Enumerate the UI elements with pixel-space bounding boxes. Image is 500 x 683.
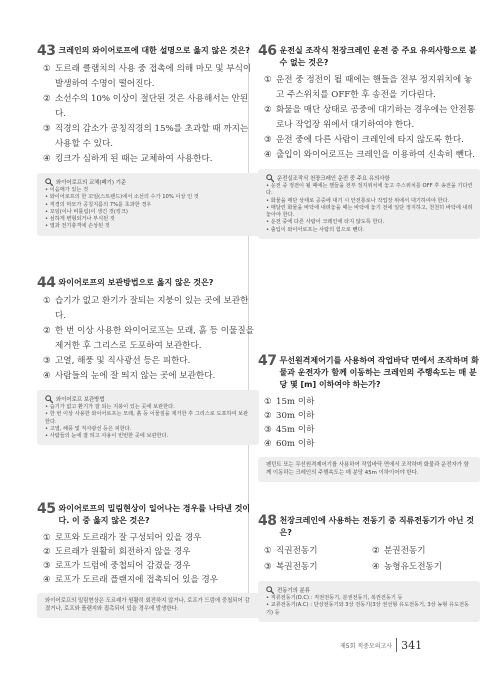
option-number: ④ bbox=[264, 150, 272, 160]
option-number: ④ bbox=[372, 562, 380, 572]
option-text: 화물을 매단 상태로 공중에 대기하는 경우에는 안전통로나 작업장 위에서 대기하여야 한다. bbox=[276, 105, 476, 130]
right-column bbox=[258, 44, 480, 632]
option-number: ① bbox=[264, 397, 272, 407]
option-text: 로프와 도르래가 잘 구성되어 있을 경우 bbox=[55, 533, 202, 543]
explanation-title-text: 전동기의 분류 bbox=[277, 588, 310, 594]
option-text: 도르래 클램치의 사용 중 접촉에 의해 마모 및 부식이 발생하여 수명이 떨어진다. bbox=[55, 64, 252, 89]
option-3[interactable] bbox=[264, 133, 480, 148]
explanation-box bbox=[258, 581, 480, 622]
explanation-line: • 직류전동기(D.C) : 직권전동기, 분권전동기, 복권전동기 등 bbox=[266, 595, 403, 601]
magnifier-icon bbox=[266, 174, 274, 182]
question-47 bbox=[258, 354, 480, 504]
option-text: 로프가 드럼에 중첩되어 감겼을 경우 bbox=[55, 561, 191, 571]
option-2[interactable] bbox=[264, 103, 480, 133]
option-4[interactable] bbox=[43, 152, 259, 167]
option-text: 도르래가 원활히 회전하지 않을 경우 bbox=[55, 547, 191, 557]
option-number: ③ bbox=[43, 561, 51, 571]
option-text: 사람들의 눈에 잘 띄지 않는 곳에 보관한다. bbox=[55, 371, 216, 381]
question-number: 46 bbox=[258, 43, 277, 59]
question-48 bbox=[258, 514, 480, 622]
option-1[interactable] bbox=[43, 294, 259, 324]
explanation-box bbox=[258, 457, 480, 482]
option-number: ① bbox=[43, 296, 51, 306]
option-text: 운전 중 정전이 될 때에는 핸들을 전부 정지위치에 놓고 주스위치를 OFF한 후 송전을 기다린다. bbox=[276, 75, 473, 100]
option-2[interactable] bbox=[43, 545, 259, 559]
explanation-line: • 고열, 해풍 및 직사광선 등은 피한다. bbox=[45, 425, 132, 432]
option-list bbox=[37, 294, 259, 384]
magnifier-icon bbox=[45, 178, 53, 186]
option-4[interactable] bbox=[264, 148, 480, 163]
explanation-line: • 습기가 없고 환기가 잘 되는 지붕이 있는 곳에 보관한다. bbox=[45, 404, 175, 410]
option-2[interactable] bbox=[264, 409, 480, 423]
explanation-title bbox=[266, 586, 474, 594]
option-number: ③ bbox=[43, 124, 51, 134]
explanation-text: 펜던트 또는 무선원격제어기를 사용하여 작업바닥 면에서 조작하며 화물과 운전자가 함께 이동하는 크레인의 주행속도는 매 분당 45m 이하이어야 한다. bbox=[266, 462, 469, 476]
option-4[interactable] bbox=[43, 369, 259, 384]
option-text: 45m 이하 bbox=[276, 425, 315, 435]
option-3[interactable] bbox=[264, 559, 372, 575]
option-number: ④ bbox=[43, 371, 51, 381]
explanation-line: • 이음매가 있는 것 bbox=[45, 187, 89, 193]
question-header bbox=[258, 514, 480, 539]
option-3[interactable] bbox=[43, 354, 259, 369]
option-3[interactable] bbox=[264, 423, 480, 437]
option-text: 분권전동기 bbox=[384, 546, 426, 556]
option-text: 한 번 이상 사용한 와이어로프는 모래, 흙 등 이물질을 제거한 후 그리스로 도포하여 보관한다. bbox=[55, 326, 254, 351]
explanation-line: • 한 번 이상 사용한 와이어로프는 모래, 흙 등 이물질을 제거한 후 그리스로 도포하여 보관한다. bbox=[45, 411, 249, 425]
question-46 bbox=[258, 44, 480, 344]
question-text: 와이어로프의 보관방법으로 옳지 않은 것은? bbox=[58, 278, 214, 287]
question-text: 천장크레인에 사용하는 전동기 중 직류전동기가 아닌 것은? bbox=[279, 516, 474, 537]
option-list bbox=[258, 73, 480, 163]
option-number: ④ bbox=[43, 575, 51, 585]
option-4[interactable] bbox=[372, 559, 480, 575]
option-number: ② bbox=[43, 326, 51, 336]
option-text: 직경의 감소가 공칭직경의 15%를 초과할 때 까지는 사용할 수 있다. bbox=[55, 124, 249, 149]
explanation-title-text: 운전실조작식 천장크레인 운전 중 주요 유의사항 bbox=[277, 176, 390, 182]
explanation-line: • 화물을 매단 상태로 공중에 대기 시 안전통로나 작업장 위에서 대기하여야 한다. bbox=[266, 197, 450, 204]
explanation-line: • 출입이 와이어로프는 사람의 힘으로 뺀다. bbox=[266, 226, 365, 233]
option-text: 소선수의 10% 이상이 절단된 것은 사용해서는 안된다. bbox=[55, 94, 249, 119]
option-text: 로프가 도르래 플랜지에 접촉되어 있을 경우 bbox=[55, 575, 219, 585]
explanation-line: • 운전 중에 다른 사람이 크레인에 타지 않도록 한다. bbox=[266, 219, 385, 226]
explanation-line: • 운전 중 정전이 될 때에는 핸들을 전부 정지위치에 놓고 주스위치를 OFF 후 송전을 기다린다. bbox=[266, 183, 473, 197]
question-number: 44 bbox=[37, 275, 56, 291]
explanation-box bbox=[258, 169, 480, 239]
option-text: 15m 이하 bbox=[276, 397, 315, 407]
question-number: 45 bbox=[37, 501, 56, 517]
option-number: ③ bbox=[43, 356, 51, 366]
page-number: 341 bbox=[401, 638, 423, 652]
option-4[interactable] bbox=[43, 573, 259, 587]
question-number: 47 bbox=[258, 353, 277, 369]
option-number: ③ bbox=[264, 425, 272, 435]
question-text: 크레인의 와이어로프에 대한 설명으로 옳지 않은 것은? bbox=[58, 46, 250, 55]
option-1[interactable] bbox=[43, 62, 259, 92]
option-number: ② bbox=[372, 546, 380, 556]
option-text: 킹크가 심하게 된 때는 교체하여 사용한다. bbox=[55, 154, 213, 164]
footer-label: 제5회 적중모의고사 bbox=[340, 642, 393, 650]
explanation-box bbox=[37, 390, 259, 445]
option-2[interactable] bbox=[372, 543, 480, 559]
option-list bbox=[37, 62, 259, 167]
option-1[interactable] bbox=[264, 73, 480, 103]
option-number: ② bbox=[264, 411, 272, 421]
option-number: ② bbox=[264, 105, 272, 115]
question-header bbox=[37, 44, 259, 58]
explanation-box bbox=[37, 593, 259, 618]
question-header bbox=[258, 44, 480, 69]
option-list bbox=[258, 395, 480, 451]
option-number: ① bbox=[264, 546, 272, 556]
question-text: 무선원격제어기를 사용하여 작업바닥 면에서 조작하며 화물과 운전자가 함께 이동하는 크레인의 주행속도는 매 분당 몇 [m] 이하여야 하는가? bbox=[279, 356, 479, 389]
question-text: 운전실 조작식 천장크레인 운전 중 주요 유의사항으로 볼 수 없는 것은? bbox=[279, 46, 477, 67]
option-1[interactable] bbox=[264, 395, 480, 409]
explanation-line: • 열과 전기충격에 손상된 것 bbox=[45, 223, 110, 230]
option-number: ④ bbox=[43, 154, 51, 164]
option-text: 직권전동기 bbox=[276, 546, 318, 556]
left-column bbox=[37, 44, 259, 628]
explanation-line: • 직경의 마모가 공칭지름의 7%를 초과한 경우 bbox=[45, 201, 152, 208]
explanation-line: • 매달린 화물을 바닥에 내려놓을 때는 바닥에 놓기 전에 일단 정지하고, 천천히 바닥에 내려 놓아야 한다. bbox=[266, 204, 473, 219]
option-text: 고열, 해풍 및 직사광선 등은 피한다. bbox=[55, 356, 191, 366]
magnifier-icon bbox=[266, 586, 274, 594]
option-text: 60m 이하 bbox=[276, 439, 315, 449]
option-number: ③ bbox=[264, 562, 272, 572]
option-number: ② bbox=[43, 547, 51, 557]
option-4[interactable] bbox=[264, 437, 480, 451]
option-text: 습기가 없고 환기가 잘되는 지붕이 있는 곳에 보관한다. bbox=[55, 296, 249, 321]
footer-separator bbox=[396, 638, 397, 652]
page-footer bbox=[340, 638, 422, 652]
option-text: 30m 이하 bbox=[276, 411, 315, 421]
magnifier-icon bbox=[45, 395, 53, 403]
option-3[interactable] bbox=[43, 122, 259, 152]
explanation-line: • 와이어로프의 한 꼬임(스트랜드)에서 소선의 수가 10% 이상 인 것 bbox=[45, 194, 199, 201]
question-45 bbox=[37, 502, 259, 618]
question-44 bbox=[37, 276, 259, 492]
question-number: 48 bbox=[258, 513, 277, 529]
explanation-title-text: 와이어로프 보관방법 bbox=[56, 397, 105, 403]
explanation-title-text: 와이어로프의 교체(폐기) 기준 bbox=[56, 180, 127, 186]
option-3[interactable] bbox=[43, 559, 259, 573]
option-number: ① bbox=[43, 64, 51, 74]
option-text: 농형유도전동기 bbox=[384, 562, 443, 572]
option-number: ② bbox=[43, 94, 51, 104]
question-header bbox=[258, 354, 480, 391]
explanation-line: • 심하게 변형되거나 부식된 것 bbox=[45, 216, 115, 223]
option-number: ① bbox=[43, 533, 51, 543]
question-number: 43 bbox=[37, 43, 56, 59]
question-header bbox=[37, 276, 259, 290]
explanation-title bbox=[266, 174, 474, 182]
question-43 bbox=[37, 44, 259, 266]
explanation-title bbox=[45, 395, 253, 403]
option-number: ① bbox=[264, 75, 272, 85]
option-number: ③ bbox=[264, 135, 272, 145]
option-text: 운전 중에 다른 사람이 크레인에 타지 않도록 한다. bbox=[276, 135, 464, 145]
option-text: 출입이 와이어로프는 크레인을 이용하여 신속히 뺀다. bbox=[276, 150, 476, 160]
option-number: ④ bbox=[264, 439, 272, 449]
option-2[interactable] bbox=[43, 92, 259, 122]
option-grid bbox=[258, 543, 480, 575]
option-list bbox=[37, 531, 259, 587]
option-1[interactable] bbox=[264, 543, 372, 559]
option-text: 복권전동기 bbox=[276, 562, 318, 572]
explanation-line: • 사람들의 눈에 잘 띄고 사용이 빈번한 곳에 보관한다. bbox=[45, 433, 169, 440]
option-1[interactable] bbox=[43, 531, 259, 545]
question-text: 와이어로프의 밀림현상이 일어나는 경우를 나타낸 것이다. 이 중 옳지 않은 것은? bbox=[58, 504, 251, 525]
explanation-box bbox=[37, 173, 259, 236]
option-2[interactable] bbox=[43, 324, 259, 354]
explanation-title bbox=[45, 178, 253, 186]
explanation-text: 와이어로프의 밀림현상은 도르래가 원활히 회전하지 않거나, 로프가 드럼에 중첩되어 감겼거나, 로프와 플랜지와 접촉되어 있을 경우에 발생한다. bbox=[45, 598, 250, 612]
question-header bbox=[37, 502, 259, 527]
explanation-line: • 교류전동기(A.C) : 단상전동기와 3상 전동기(3상 권선형 유도전동기, 3상 농형 유도전동기) 등 bbox=[266, 602, 469, 616]
explanation-line: • 꼬임(이나 비틀림)이 생긴 것(킹크) bbox=[45, 208, 128, 215]
